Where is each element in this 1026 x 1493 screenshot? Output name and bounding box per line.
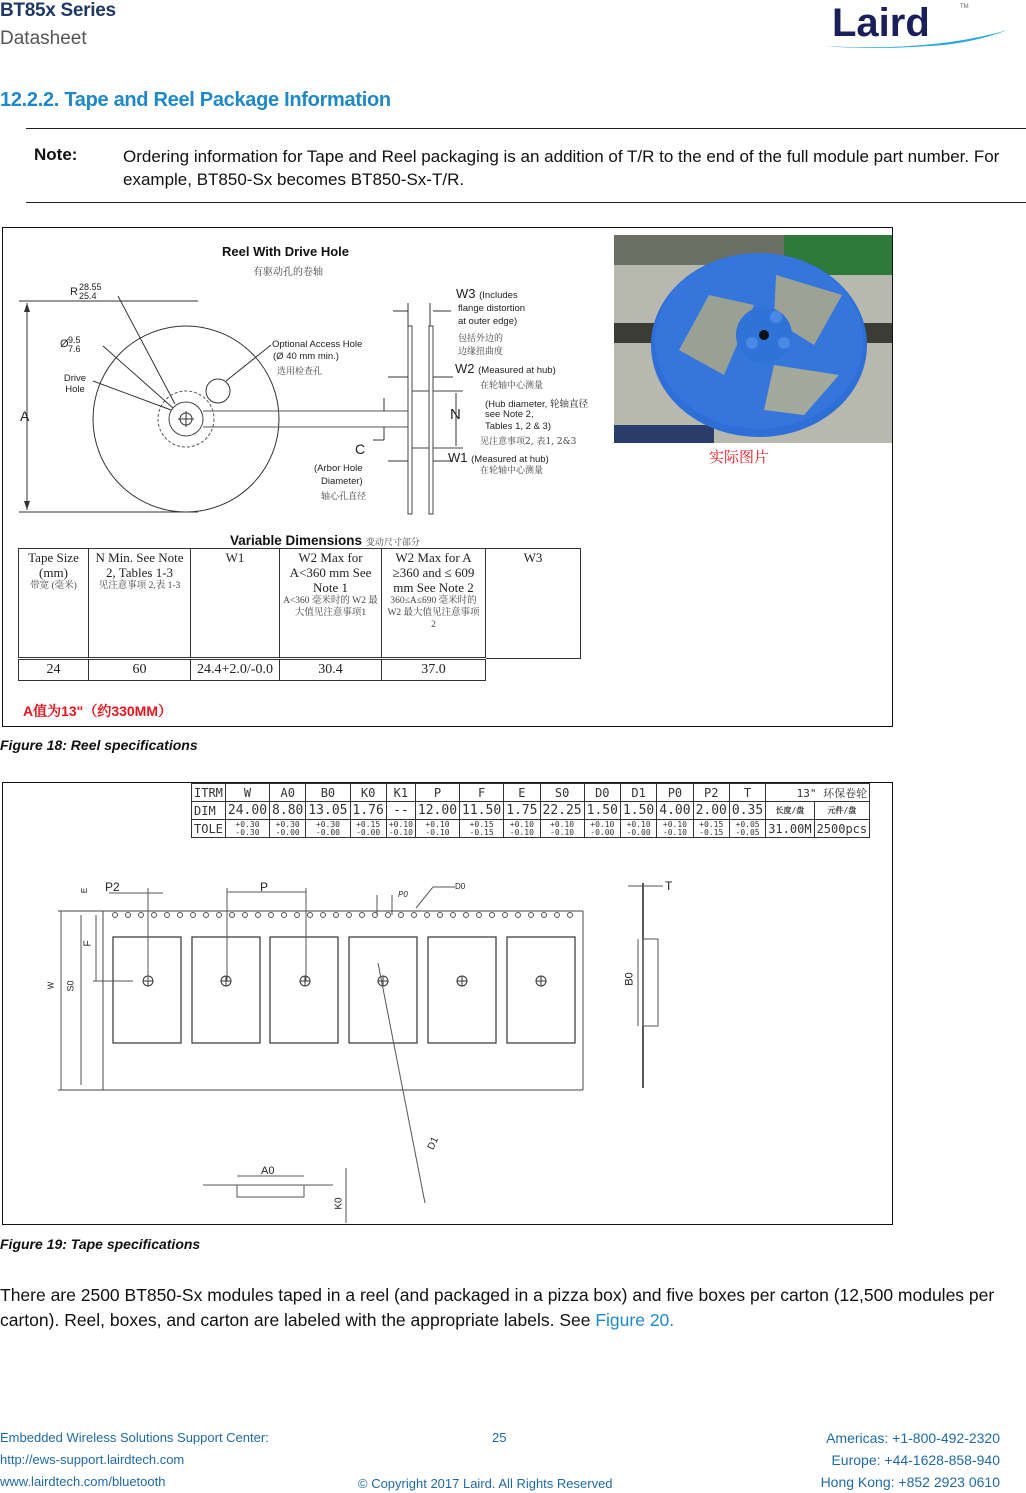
bluetooth-url-link[interactable]: www.lairdtech.com/bluetooth	[0, 1474, 166, 1489]
header-w1: W1	[191, 549, 280, 659]
figure-20-link[interactable]: Figure 20.	[595, 1310, 675, 1330]
table-row-item	[192, 784, 870, 802]
table-row-tolerance	[192, 820, 870, 838]
cell: K0	[350, 784, 386, 802]
cell: W	[225, 784, 269, 802]
w-label: W	[46, 981, 56, 990]
cell: +0.05 -0.05	[729, 820, 765, 838]
cell: +0.30 -0.00	[306, 820, 350, 838]
tape-drawing	[3, 843, 703, 1223]
cell: +0.10 -0.00	[584, 820, 620, 838]
support-url-link[interactable]: http://ews-support.lairdtech.com	[0, 1452, 185, 1467]
cell: 12.00	[415, 802, 459, 820]
cell: +0.10 -0.10	[415, 820, 459, 838]
p-label: P	[260, 880, 269, 894]
phone-hong-kong: Hong Kong: +852 2923 0610	[820, 1474, 1000, 1490]
cell-w1: 24.4+2.0/-0.0	[191, 659, 280, 681]
footer-right	[821, 1427, 1000, 1493]
page-number: 25	[492, 1430, 507, 1445]
w3-cn-1: 包括外边的	[458, 334, 504, 344]
cell-w2-gte360: 37.0	[382, 659, 486, 681]
diameter-label: Ø	[60, 338, 69, 350]
w1-label: W1 (Measured at hub)	[448, 450, 549, 465]
w2-label: W2 (Measured at hub)	[455, 361, 556, 376]
cell: 8.80	[270, 802, 306, 820]
phone-americas: Americas: +1-800-492-2320	[826, 1430, 1000, 1446]
length-value: 31.00M	[766, 820, 814, 838]
section-title: 12.2.2. Tape and Reel Package Information	[0, 89, 391, 111]
table-row-dim	[192, 802, 870, 820]
cell: P2	[693, 784, 729, 802]
cell: 13.05	[306, 802, 350, 820]
cell: +0.10 -0.10	[540, 820, 584, 838]
cell: F	[460, 784, 504, 802]
cell: D0	[584, 784, 620, 802]
cell: 1.50	[584, 802, 620, 820]
cell: P0	[657, 784, 693, 802]
cell: 0.35	[729, 802, 765, 820]
d1-label: D1	[425, 1135, 442, 1152]
s0-label: S0	[65, 980, 76, 992]
cell: +0.10 -0.10	[386, 820, 415, 838]
reel-photo	[614, 235, 892, 443]
copyright: © Copyright 2017 Laird. All Rights Reserved	[358, 1476, 613, 1491]
cell: 22.25	[540, 802, 584, 820]
k0-label: K0	[333, 1197, 345, 1210]
cell: +0.30 -0.30	[225, 820, 269, 838]
w3-note-2: flange distortion	[458, 303, 526, 314]
note-bottom-rule	[26, 202, 1026, 203]
phone-europe: Europe: +44-1628-858-940	[831, 1452, 1000, 1468]
reel-specifications-figure	[2, 227, 893, 727]
footer-left	[0, 1427, 269, 1493]
svg-text:TM: TM	[960, 4, 969, 10]
cell: 2.00	[693, 802, 729, 820]
w3-note-3: at outer edge)	[458, 316, 518, 327]
arbor-label-cn: 轴心孔直径	[321, 492, 367, 502]
radius-values: 28.55 25.4	[79, 282, 102, 301]
series-title: BT85x Series	[0, 0, 116, 21]
note-text: Ordering information for Tape and Reel packaging is an addition of T/R to the end of the full module part number. For example, BT850-Sx becomes BT850-Sx-T/R.	[123, 147, 1000, 189]
cell: 1.76	[350, 802, 386, 820]
cell: 24.00	[225, 802, 269, 820]
cell: K1	[386, 784, 415, 802]
cell: A0	[270, 784, 306, 802]
parts-label: 元件/盘	[814, 802, 870, 820]
tape-dimensions-table	[191, 783, 870, 838]
note-top-rule	[26, 128, 1026, 129]
figure-19-caption: Figure 19: Tape specifications	[0, 1236, 201, 1252]
length-label: 长度/盘	[766, 802, 814, 820]
d0-label: D0	[455, 882, 466, 891]
access-hole-cn: 选用检查孔	[277, 367, 323, 377]
reel-header: 13" 环保卷轮	[766, 784, 870, 802]
access-hole-label: Optional Access Hole	[272, 339, 363, 350]
dimension-c-label: C	[355, 441, 366, 457]
w1-cn: 在轮轴中心测量	[480, 466, 544, 476]
cell: 4.00	[657, 802, 693, 820]
t-label: T	[665, 879, 673, 893]
row-label: ITRM	[192, 784, 226, 802]
cell-tape-size: 24	[19, 659, 89, 681]
cell: S0	[540, 784, 584, 802]
tape-specifications-figure	[2, 782, 893, 1225]
cell-w3	[486, 659, 581, 681]
cell-n-min: 60	[89, 659, 191, 681]
svg-text:Laird: Laird	[832, 1, 930, 45]
cell: T	[729, 784, 765, 802]
access-hole-dim: (Ø 40 mm min.)	[273, 351, 339, 362]
a0-label: A0	[261, 1165, 275, 1177]
cell: +0.10 -0.10	[657, 820, 693, 838]
table-row	[19, 659, 581, 681]
reel-drawing-title-cn: 有驱动孔的卷轴	[253, 267, 323, 278]
a-value-note: A值为13"（约330MM）	[23, 703, 173, 719]
header-w3: W3	[486, 549, 581, 659]
n-note-1: (Hub diameter, 轮轴直径	[485, 399, 588, 410]
cell: E	[504, 784, 540, 802]
cell: +0.15 -0.00	[350, 820, 386, 838]
row-label: DIM	[192, 802, 226, 820]
radius-label: R	[70, 286, 78, 298]
header-tape-size: Tape Size (mm) 带宽 (毫米)	[19, 549, 89, 659]
diameter-values: 9.5 7.6	[68, 335, 81, 354]
dimension-a-label: A	[20, 408, 30, 424]
b0-label: B0	[623, 972, 636, 986]
cell: +0.10 -0.00	[620, 820, 656, 838]
n-note-3: Tables 1, 2 & 3)	[485, 421, 552, 432]
header-w2-lt360: W2 Max for A<360 mm See Note 1 A<360 毫米时的 W2 最大值见注意事项1	[280, 549, 382, 659]
w2-cn: 在轮轴中心测量	[480, 381, 544, 391]
header-w2-gte360: W2 Max for A ≥360 and ≤ 609 mm See Note 2 360≤A≤690 毫米时的 W2 最大值见注意事项 2	[382, 549, 486, 659]
drive-hole-label: Drive Hole	[63, 373, 87, 395]
f-label: F	[82, 940, 94, 947]
variable-dimensions-table	[18, 548, 581, 681]
paragraph-text: There are 2500 BT850-Sx modules taped in a reel (and packaged in a pizza box) and five boxes per carton (12,500 modules per carton). Reel, boxes, and carton are labeled with the appropriate labels. See	[0, 1285, 995, 1330]
n-label: N	[450, 406, 461, 423]
row-label: TOLE	[192, 820, 226, 838]
cell: +0.10 -0.10	[504, 820, 540, 838]
cell: +0.15 -0.15	[460, 820, 504, 838]
cell: D1	[620, 784, 656, 802]
document-type: Datasheet	[0, 28, 87, 49]
arbor-label-2: Diameter)	[321, 476, 363, 487]
w3-label: W3 (Includes	[456, 286, 518, 301]
laird-logo	[820, 0, 1015, 55]
cell: +0.30 -0.00	[270, 820, 306, 838]
packaging-paragraph	[0, 1283, 1010, 1333]
n-note-2: see Note 2,	[485, 409, 534, 420]
cell: +0.15 -0.15	[693, 820, 729, 838]
n-cn: 见注意事项2, 表1, 2&3	[480, 437, 577, 447]
p0-label: P0	[398, 890, 408, 899]
cell: 1.50	[620, 802, 656, 820]
p2-label: P2	[105, 880, 120, 894]
arbor-label-1: (Arbor Hole	[314, 463, 363, 474]
cell: P	[415, 784, 459, 802]
reel-drawing-title: Reel With Drive Hole	[222, 244, 350, 259]
cell-w2-lt360: 30.4	[280, 659, 382, 681]
photo-label: 实际图片	[709, 449, 770, 466]
support-center-label: Embedded Wireless Solutions Support Center:	[0, 1430, 269, 1445]
e-label: E	[80, 887, 90, 894]
cell: 1.75	[504, 802, 540, 820]
w3-cn-2: 边缘扭曲度	[458, 347, 504, 357]
figure-18-caption: Figure 18: Reel specifications	[0, 737, 198, 753]
cell: B0	[306, 784, 350, 802]
note-label: Note:	[34, 145, 78, 164]
cell: --	[386, 802, 415, 820]
cell: 11.50	[460, 802, 504, 820]
parts-value: 2500pcs	[814, 820, 870, 838]
header-n-min: N Min. See Note 2, Tables 1-3 见注意事项 2,表 1-3	[89, 549, 191, 659]
variable-dimensions-title: Variable Dimensions 变动尺寸部分	[230, 533, 420, 548]
